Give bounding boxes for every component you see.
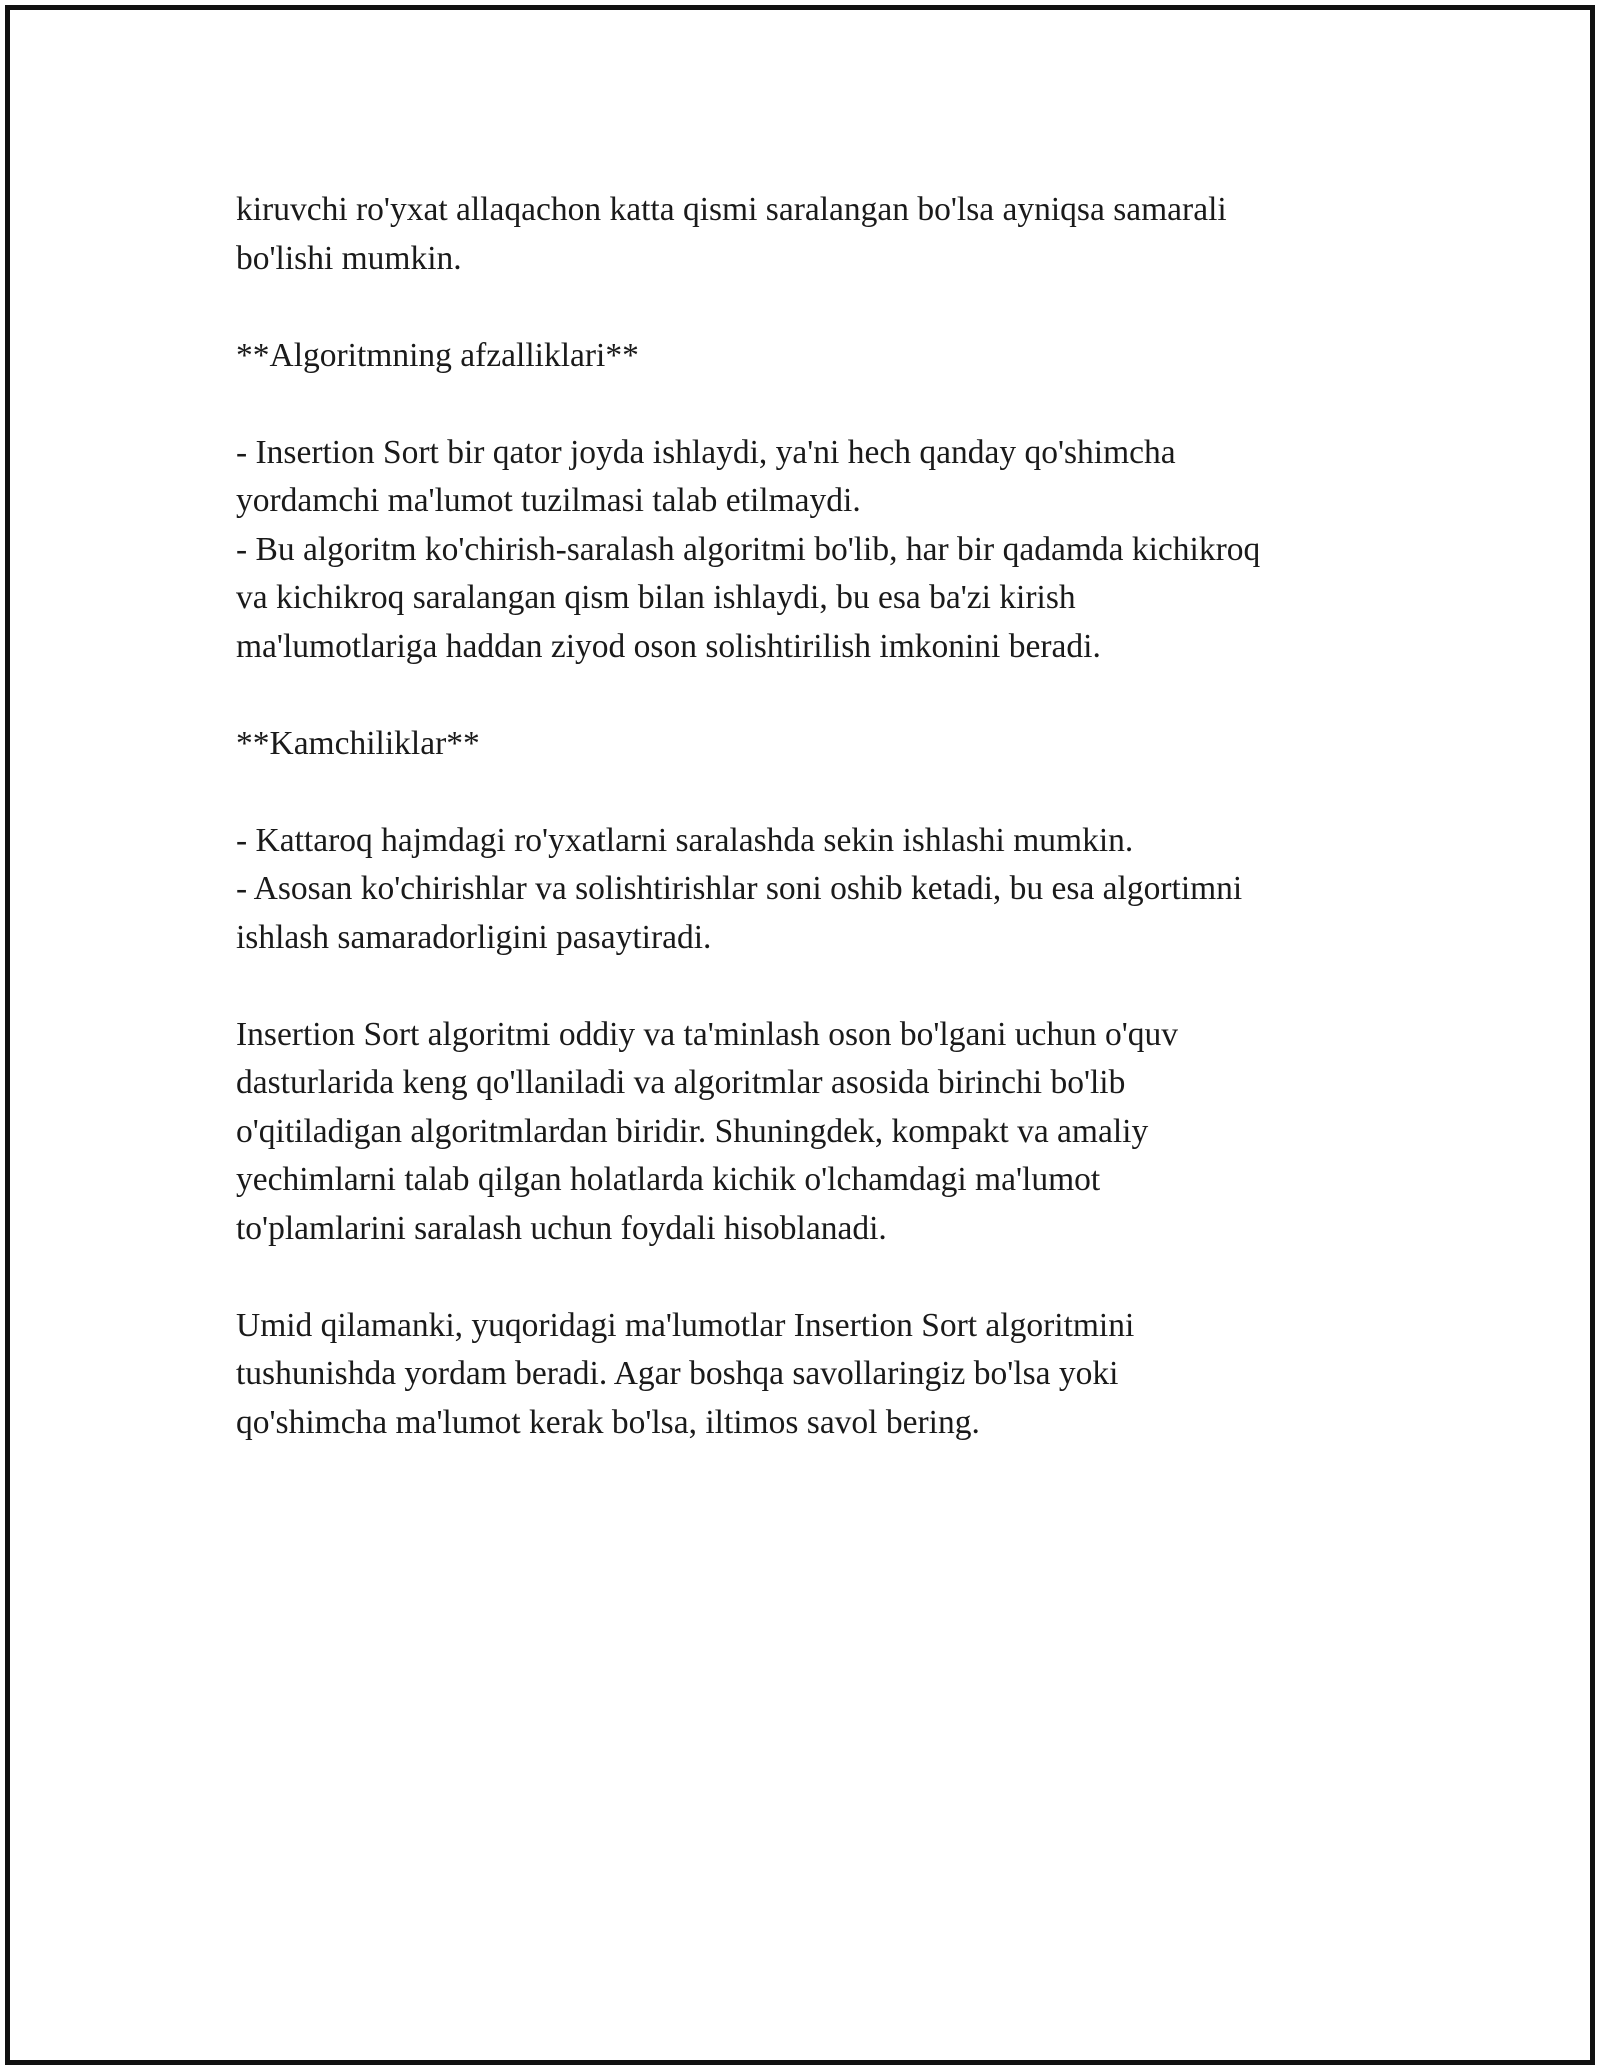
advantages-heading: **Algoritmning afzalliklari** xyxy=(236,336,639,374)
disadvantages-heading: **Kamchiliklar** xyxy=(236,724,480,762)
paragraph-gap xyxy=(236,962,1396,1011)
advantages-list: - Insertion Sort bir qator joyda ishlaydi, ya'ni hech qanday qo'shimcha yordamchi ma'lumot tuzilmasi talab etilmaydi. - Bu algoritm ko'chirish-saralash algoritmi bo'lib, har bir qadamda kichikroq va kichikroq saralangan qism bilan ishlaydi, bu esa ba'zi kirish ma'lumotlariga haddan ziyod oson solishtirilish imkonini beradi. xyxy=(236,433,1261,665)
paragraph-gap xyxy=(236,380,1396,429)
paragraph-gap xyxy=(236,283,1396,332)
paragraph-gap xyxy=(236,1253,1396,1302)
summary-paragraph: Insertion Sort algoritmi oddiy va ta'minlash oson bo'lgani uchun o'quv dasturlarida keng qo'llaniladi va algoritmlar asosida birinchi bo'lib o'qitiladigan algoritmlardan biridir. Shuningdek, kompakt va amaliy yechimlarni talab qilgan holatlarda kichik o'lchamdagi ma'lumot to'plamlarini saralash uchun foydali hisoblanadi. xyxy=(236,1015,1179,1247)
paragraph-gap xyxy=(236,671,1396,720)
disadvantages-list: - Kattaroq hajmdagi ro'yxatlarni saralashda sekin ishlashi mumkin. - Asosan ko'chirishlar va solishtirishlar soni oshib ketadi, bu esa algortimni ishlash samaradorligini pasaytiradi. xyxy=(236,821,1243,956)
closing-paragraph: Umid qilamanki, yuqoridagi ma'lumotlar Insertion Sort algoritmini tushunishda yordam beradi. Agar boshqa savollaringiz bo'lsa yoki qo'shimcha ma'lumot kerak bo'lsa, iltimos savol bering. xyxy=(236,1306,1135,1441)
intro-continuation-paragraph: kiruvchi ro'yxat allaqachon katta qismi saralangan bo'lsa ayniqsa samarali bo'lishi mumkin. xyxy=(236,191,1227,277)
document-body xyxy=(236,186,1396,1447)
paragraph-gap xyxy=(236,768,1396,817)
